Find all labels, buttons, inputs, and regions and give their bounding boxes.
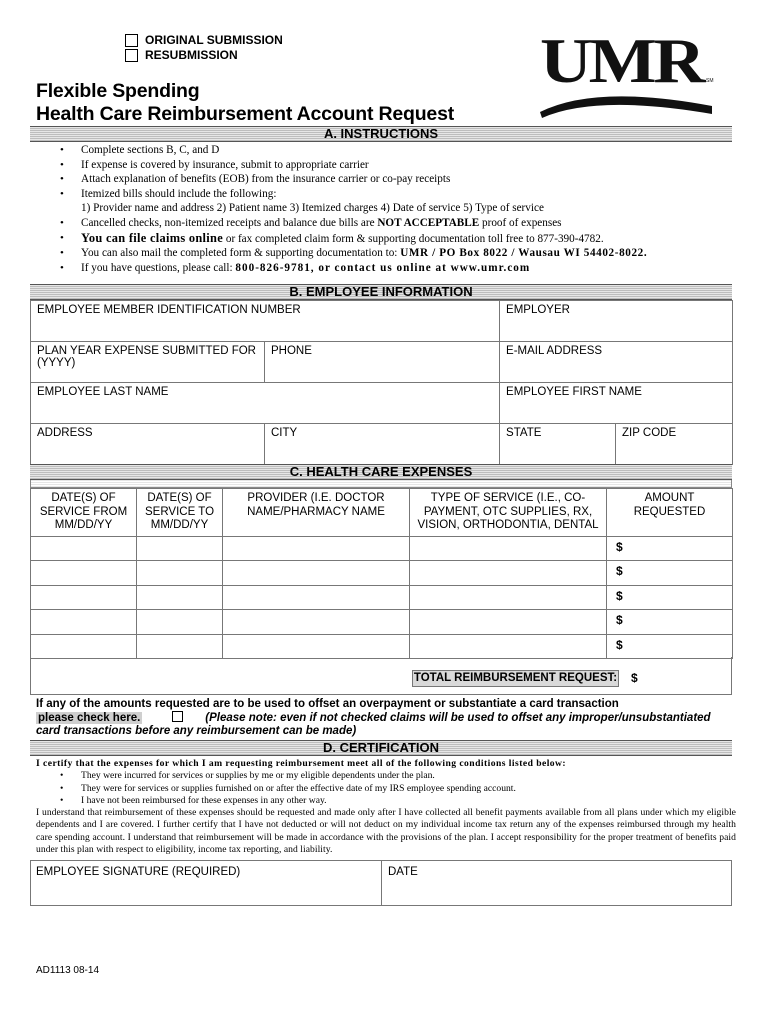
expense-row — [31, 561, 733, 586]
certification-paragraph: I understand that reimbursement of these expenses should be requested and made only after I have collected all benefit payments available from all plans under which my eligible dependents and I are covered. I further certify that I have not deducted or will not deduct on my individual income tax return any of the expenses reimbursed through my health care spending account. I understand that reimbursement will be made in accordance with the provisions of the plan. I accept responsibility for the proper treatment of benefits paid under this plan with respect to eligibility, income tax reporting, and liability. — [36, 807, 736, 856]
offset-line-1: If any of the amounts requested are to be used to offset an overpayment or substantiate a card transaction — [36, 698, 619, 710]
provider-cell[interactable] — [223, 634, 410, 659]
total-reimbursement-label: TOTAL REIMBURSEMENT REQUEST: — [412, 670, 619, 687]
section-c-header: C. HEALTH CARE EXPENSES — [30, 464, 732, 480]
umr-logo — [536, 22, 726, 122]
offset-check-label: please check here. — [38, 712, 141, 724]
expenses-table — [30, 488, 733, 659]
certification-lead: I certify that the expenses for which I am requesting reimbursement meet all of the following conditions listed below: — [36, 758, 567, 769]
date-to-cell[interactable] — [137, 585, 223, 610]
instruction-item: • If you have questions, please call: 800-826-9781, or contact us online at www.umr.com — [36, 261, 736, 276]
currency-symbol: $ — [616, 613, 623, 627]
section-c-shade — [30, 480, 732, 488]
instruction-item: • If expense is covered by insurance, submit to appropriate carrier — [36, 158, 736, 173]
currency-symbol: $ — [616, 588, 623, 603]
certification-bullet: • I have not been reimbursed for these expenses in any other way. — [36, 795, 736, 807]
date-to-cell[interactable] — [137, 610, 223, 635]
employee-info-table — [30, 300, 733, 465]
offset-note: (Please note: even if not checked claims will be used to offset any improper/unsubstantiated — [205, 712, 711, 724]
logo-swoosh — [540, 96, 712, 118]
instruction-item: • Attach explanation of benefits (EOB) from the insurance carrier or co-pay receipts — [36, 172, 736, 187]
form-title-line2: Health Care Reimbursement Account Request — [36, 103, 455, 125]
address-field[interactable] — [31, 424, 265, 465]
phone-label: PHONE — [271, 345, 312, 357]
instruction-subitem: 1) Provider name and address 2) Patient name 3) Itemized charges 4) Date of service 5) Type of service — [81, 202, 544, 215]
section-a-header: A. INSTRUCTIONS — [30, 126, 732, 142]
state-field[interactable] — [500, 424, 616, 465]
total-box — [30, 657, 732, 695]
instruction-item: • You can file claims online or fax completed claim form & supporting documentation toll free to 877-390-4782. — [36, 231, 736, 247]
resubmission-checkbox[interactable] — [125, 49, 138, 62]
resubmission-label: RESUBMISSION — [145, 48, 238, 62]
employee-id-field[interactable] — [31, 301, 500, 342]
certification-text — [36, 758, 736, 856]
certification-bullet: • They were for services or supplies furnished on or after the effective date of my IRS employee spending account. — [36, 783, 736, 795]
first-name-label: EMPLOYEE FIRST NAME — [506, 386, 642, 398]
state-label: STATE — [506, 427, 542, 439]
first-name-field[interactable] — [500, 383, 733, 424]
total-amount-field[interactable]: $ — [631, 671, 638, 685]
service-type-cell[interactable] — [410, 585, 607, 610]
date-from-cell[interactable] — [31, 634, 137, 659]
currency-symbol: $ — [616, 564, 623, 578]
certification-bullet: • They were incurred for services or supplies by me or my eligible dependents under the plan. — [36, 770, 736, 782]
instruction-item: • Cancelled checks, non-itemized receipts and balance due bills are NOT ACCEPTABLE proof of expenses — [36, 216, 736, 231]
provider-cell[interactable] — [223, 610, 410, 635]
date-to-cell[interactable] — [137, 536, 223, 561]
expense-row — [31, 536, 733, 561]
amount-cell[interactable] — [607, 536, 733, 561]
date-to-cell[interactable] — [137, 561, 223, 586]
offset-notice — [36, 698, 736, 738]
employee-id-label: EMPLOYEE MEMBER IDENTIFICATION NUMBER — [37, 304, 301, 316]
expense-row — [31, 634, 733, 659]
amount-cell[interactable] — [607, 585, 733, 610]
instruction-item: • Complete sections B, C, and D — [36, 143, 736, 158]
service-type-cell[interactable] — [410, 610, 607, 635]
city-field[interactable] — [265, 424, 500, 465]
section-d-header: D. CERTIFICATION — [30, 740, 732, 756]
last-name-field[interactable] — [31, 383, 500, 424]
col-header-date-from: DATE(S) OF SERVICE FROM MM/DD/YY — [31, 489, 137, 537]
date-from-cell[interactable] — [31, 610, 137, 635]
employer-label: EMPLOYER — [506, 304, 570, 316]
signature-field[interactable] — [36, 866, 376, 902]
zip-field[interactable] — [616, 424, 733, 465]
date-from-cell[interactable] — [31, 585, 137, 610]
date-from-cell[interactable] — [31, 536, 137, 561]
date-label: DATE — [388, 866, 418, 878]
email-label: E-MAIL ADDRESS — [506, 345, 603, 357]
service-type-cell[interactable] — [410, 536, 607, 561]
plan-year-field[interactable] — [31, 342, 265, 383]
col-header-amount: AMOUNT REQUESTED — [607, 489, 733, 537]
file-online-text: You can file claims online — [81, 230, 224, 245]
resubmission-option[interactable] — [125, 48, 238, 62]
employer-field[interactable] — [500, 301, 733, 342]
email-field[interactable] — [500, 342, 733, 383]
instruction-item: • Itemized bills should include the following: — [36, 187, 736, 202]
currency-symbol: $ — [616, 539, 623, 554]
provider-cell[interactable] — [223, 536, 410, 561]
col-header-provider: PROVIDER (I.E. DOCTOR NAME/PHARMACY NAME — [223, 489, 410, 537]
section-b-header: B. EMPLOYEE INFORMATION — [30, 284, 732, 300]
offset-line-2 — [36, 711, 736, 725]
provider-cell[interactable] — [223, 585, 410, 610]
col-header-date-to: DATE(S) OF SERVICE TO MM/DD/YY — [137, 489, 223, 537]
amount-cell[interactable] — [607, 634, 733, 659]
plan-year-label: PLAN YEAR EXPENSE SUBMITTED FOR (YYYY) — [37, 345, 256, 369]
service-type-cell[interactable] — [410, 561, 607, 586]
amount-cell[interactable] — [607, 561, 733, 586]
address-label: ADDRESS — [37, 427, 93, 439]
instructions-list — [36, 143, 736, 275]
logo-text: UMR — [540, 25, 707, 96]
date-field[interactable] — [388, 866, 728, 902]
phone-field[interactable] — [265, 342, 500, 383]
original-submission-option[interactable] — [125, 33, 283, 47]
instruction-item: • You can also mail the completed form & supporting documentation to: UMR / PO Box 8022 / Wausau WI 54402-8022. — [36, 246, 736, 261]
amount-cell[interactable] — [607, 610, 733, 635]
form-code: AD1113 08-14 — [36, 965, 100, 976]
date-from-cell[interactable] — [31, 561, 137, 586]
logo-service-mark: SM — [706, 78, 714, 84]
offset-checkbox[interactable] — [172, 711, 183, 722]
col-header-service-type: TYPE OF SERVICE (I.E., CO-PAYMENT, OTC SUPPLIES, RX, VISION, ORTHODONTIA, DENTAL — [410, 489, 607, 537]
signature-divider — [381, 860, 382, 906]
last-name-label: EMPLOYEE LAST NAME — [37, 386, 169, 398]
offset-line-3: card transactions before any reimbursement can be made) — [36, 725, 357, 737]
form-title-line1: Flexible Spending — [36, 80, 200, 102]
original-submission-checkbox[interactable] — [125, 34, 138, 47]
expense-row — [31, 585, 733, 610]
currency-symbol: $ — [616, 637, 623, 652]
date-to-cell[interactable] — [137, 634, 223, 659]
original-submission-label: ORIGINAL SUBMISSION — [145, 33, 283, 47]
city-label: CITY — [271, 427, 298, 439]
signature-label: EMPLOYEE SIGNATURE (REQUIRED) — [36, 866, 241, 878]
provider-cell[interactable] — [223, 561, 410, 586]
expense-row — [31, 610, 733, 635]
service-type-cell[interactable] — [410, 634, 607, 659]
zip-label: ZIP CODE — [622, 427, 677, 439]
